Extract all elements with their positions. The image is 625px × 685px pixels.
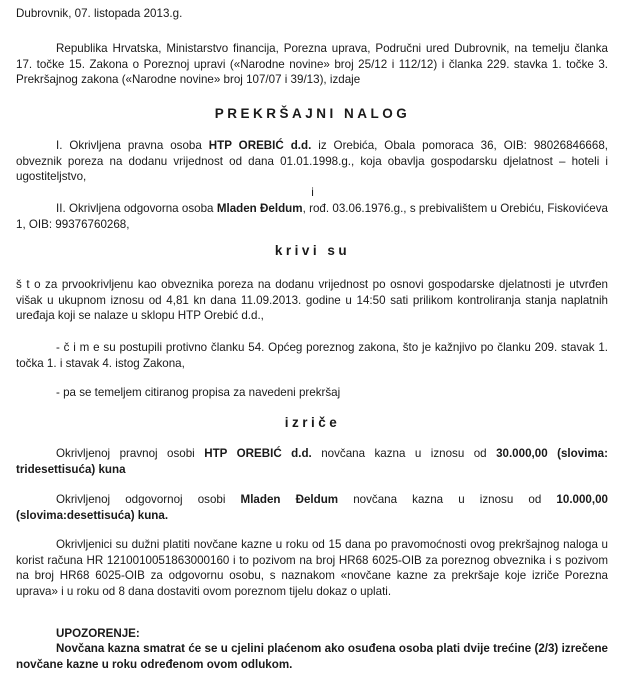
part2-prefix: II. Okrivljena odgovorna osoba [56,202,217,215]
part1-prefix: I. Okrivljena pravna osoba [56,139,209,152]
fine-legal-person [16,446,608,477]
intro-paragraph: Republika Hrvatska, Ministarstvo financija, Porezna uprava, Područni ured Dubrovnik, na temelju članka 17. točke 15. Zakona o Poreznoj upravi («Narodne novine» broj 25/12 i 112/12) i članka 229. stavka 1. točke 3. Prekršajnog zakona («Narodne novine» broj 107/07 i 39/13), izdaje [16,42,608,86]
payment-instructions: Okrivljenici su dužni platiti novčane kazne u roku od 15 dana po pravomoćnosti ovog prekršajnog naloga u korist računa HR 1210010051863000160 i to pozivom na broj HR68 6025-OIB za poreznog obveznika i s pozivom na broj HR68 6025-OIB za odgovornu osobu, s naznakom «novčane kazne za prekršaje koje izriče Porezna uprava» i u roku od 8 dana dostaviti ovom poreznom tijelu dokaz o uplati. [16,538,608,598]
guilty-heading: krivi su [274,243,351,258]
fine2-amount: 10.000,00 (slovima:desettisuća) kuna. [16,493,608,522]
sentence-heading: izriče [284,415,341,430]
part1-rest: iz Orebića, Obala pomoraca 36, OIB: 98026846668, obveznik poreza na dodanu vrijednost od dana 01.01.1998.g., koja obavlja gospodarsku djelatnost – hoteli i ugostiteljstvo, [16,139,608,183]
conjunction: i [311,186,314,199]
fine2-a: Okrivljenoj odgovornoj osobi [56,493,241,506]
fine-responsible-person [16,492,608,523]
accused-responsible-person [16,201,608,232]
fine1-c: novčana kazna u iznosu od [311,447,497,460]
fine1-a: Okrivljenoj pravnoj osobi [56,447,205,460]
fine2-person: Mladen Đeldum [240,493,339,506]
person-name: Mladen Đeldum [216,202,303,215]
place-date: Dubrovnik, 07. listopada 2013.g. [16,7,183,20]
document-title: PREKRŠAJNI NALOG [214,106,411,121]
company-name: HTP OREBIĆ d.d. [208,139,312,152]
accused-legal-person [16,138,608,185]
penalty-basis-paragraph: - pa se temeljem citiranog propisa za navedeni prekršaj [56,386,341,399]
fine1-company: HTP OREBIĆ d.d. [204,447,312,460]
legal-basis-paragraph: - č i m e su postupili protivno članku 54. Općeg poreznog zakona, što je kažnjivo po članku 209. stavak 1. točka 1. i stavak 4. istog Zakona, [16,341,608,370]
warning-title: UPOZORENJE: [56,627,140,640]
fine1-amount: 30.000,00 (slovima: tridesettisuća) kuna [16,447,608,476]
part2-rest: , rođ. 03.06.1976.g., s prebivalištem u Orebiću, Fiskovićeva 1, OIB: 99376760268, [16,202,608,231]
offence-description: š t o za prvookrivljenu kao obveznika poreza na dodanu vrijednost po osnovi gospodarske djelatnosti je utvrđen višak u ukupnom iznosu od 4,81 kn dana 11.09.2013. godine u 14:50 sati prilikom kontroliranja stanja naplatnih uređaja koji se nalaze u sklopu HTP Orebić d.d., [16,278,608,322]
fine2-c: novčana kazna u iznosu od [338,493,557,506]
warning-text: Novčana kazna smatrat će se u cjelini plaćenom ako osuđena osoba plati dvije trećine (2/3) izrečene novčane kazne u roku određenom ovom odlukom. [16,642,608,671]
